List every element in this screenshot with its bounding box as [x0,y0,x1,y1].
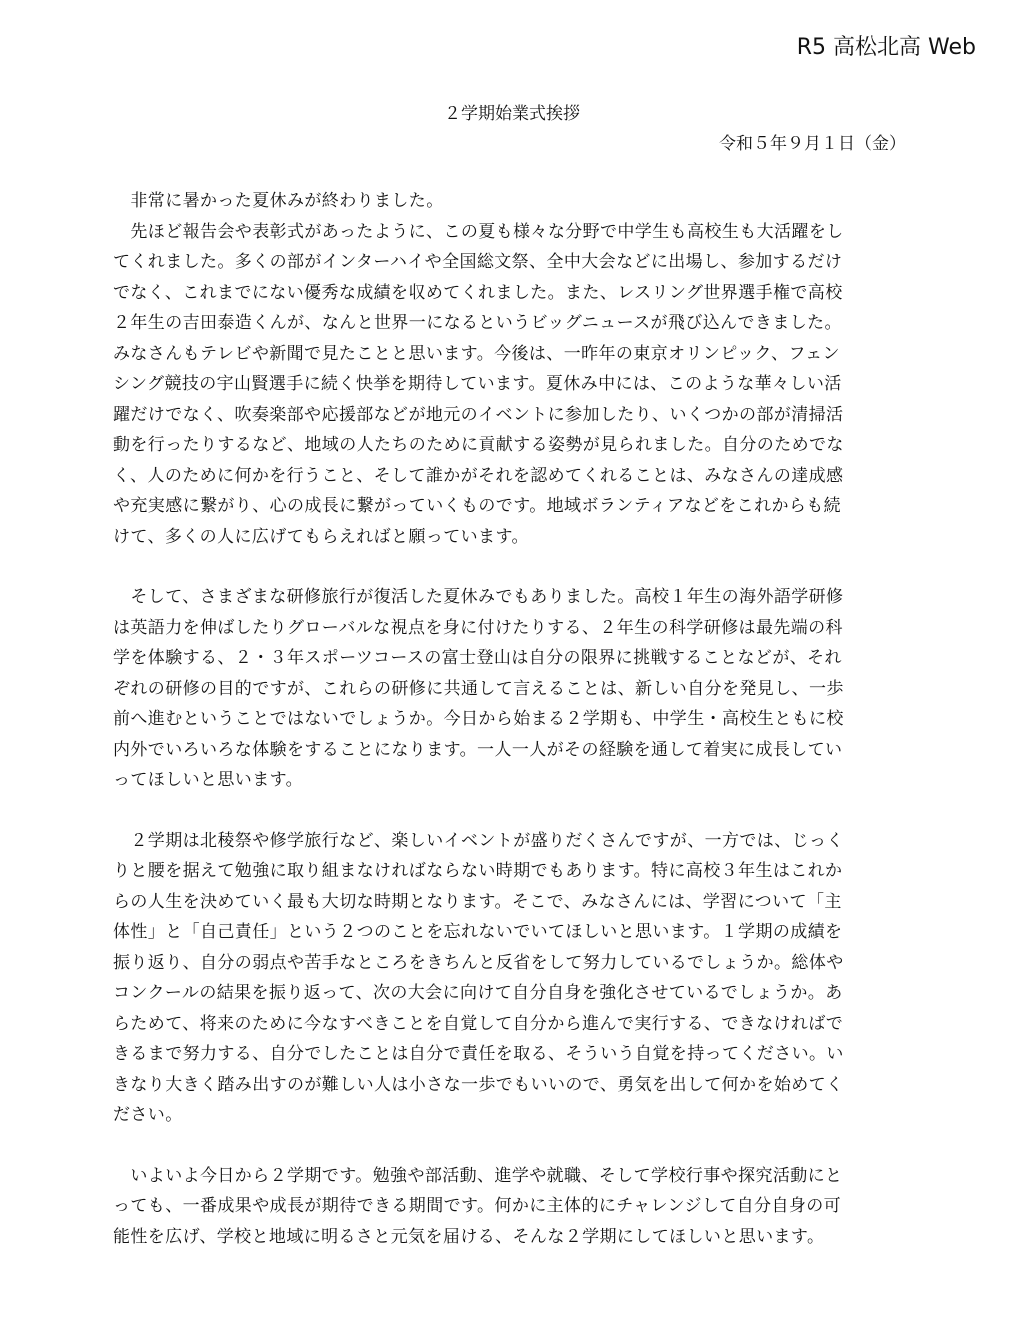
document-date: 令和５年９月１日（金） [719,134,906,154]
paragraph-line: そして、さまざまな研修旅行が復活した夏休みでもありました。高校１年生の海外語学研修 [113,587,844,607]
header-tag: R5 高松北高 Web [796,35,976,60]
paragraph-line: 先ほど報告会や表彰式があったように、この夏も様々な分野で中学生も高校生も大活躍をし [113,221,844,242]
paragraph-line: く、人のために何かを行うこと、そして誰かがそれを認めてくれることは、みなさんの達成感 [113,465,844,486]
paragraph-gap [113,1131,913,1161]
paragraph-line: コンクールの結果を振り返って、次の大会に向けて自分自身を強化させているでしょうか。あ [113,983,843,1003]
document-title: ２学期始業式挨拶 [444,104,580,124]
paragraph-line: ってほしいと思います。 [113,770,304,790]
paragraph-line: ２年生の吉田泰造くんが、なんと世界一になるというビッグニュースが飛び込んできました。 [113,313,842,333]
paragraph-line: みなさんもテレビや新聞で見たことと思います。今後は、一昨年の東京オリンピック、フェン [113,343,840,364]
paragraph-line: 非常に暑かった夏休みが終わりました。 [113,191,444,211]
paragraph-line: っても、一番成果や成長が期待できる期間です。何かに主体的にチャレンジして自分自身の可 [113,1196,842,1216]
paragraph-line: らの人生を決めていく最も大切な時期となります。そこで、みなさんには、学習について「主 [113,891,842,912]
paragraph-line: きなり大きく踏み出すのが難しい人は小さな一歩でもいいので、勇気を出して何かを始めてく [113,1074,844,1095]
paragraph-line: 躍だけでなく、吹奏楽部や応援部などが地元のイベントに参加したり、いくつかの部が清掃活 [113,404,844,425]
paragraph-gap [113,552,913,582]
paragraph-line: てくれました。多くの部がインターハイや全国総文祭、全中大会などに出場し、参加するだけ [113,252,843,272]
paragraph-gap [113,796,913,826]
paragraph-line: ぞれの研修の目的ですが、これらの研修に共通して言えることは、新しい自分を発見し、一歩 [113,678,844,699]
paragraph-line: 学を体験する、２・３年スポーツコースの富士登山は自分の限界に挑戦することなどが、それ [113,648,842,668]
paragraph-line: きるまで努力する、自分でしたことは自分で責任を取る、そういう自覚を持ってください。い [113,1044,844,1064]
paragraph-line: 内外でいろいろな体験をすることになります。一人一人がその経験を通して着実に成長してい [113,739,843,760]
paragraph-line: は英語力を伸ばしたりグローバルな視点を身に付けたりする、２年生の科学研修は最先端の科 [113,617,843,638]
paragraph-line: けて、多くの人に広げてもらえればと願っています。 [113,526,529,547]
paragraph-line: らためて、将来のために今なすべきことを自覚して自分から進んで実行する、できなければで [113,1013,844,1034]
paragraph-line: いよいよ今日から２学期です。勉強や部活動、進学や就職、そして学校行事や探究活動にと [113,1165,843,1186]
paragraph-line: 前へ進むということではないでしょうか。今日から始まる２学期も、中学生・高校生ともに校 [113,709,844,729]
paragraph-line: 振り返り、自分の弱点や苦手なところをきちんと反省をして努力しているでしょうか。総体や [113,952,844,973]
paragraph-line: ださい。 [113,1105,183,1125]
paragraph-line: 能性を広げ、学校と地域に明るさと元気を届ける、そんな２学期にしてほしいと思います。 [113,1226,825,1247]
paragraph-line: シング競技の宇山賢選手に続く快挙を期待しています。夏休み中には、このような華々しい活 [113,374,842,394]
paragraph-line: 体性」と「自己責任」という２つのことを忘れないでいてほしいと思います。１学期の成績を [113,922,843,942]
paragraph-line: でなく、これまでにない優秀な成績を収めてくれました。また、レスリング世界選手権で高校 [113,282,843,303]
paragraph-line: りと腰を据えて勉強に取り組まなければならない時期でもあります。特に高校３年生はこれか [113,861,843,881]
document-body [113,186,913,1252]
paragraph-line: や充実感に繋がり、心の成長に繋がっていくものです。地域ボランティアなどをこれからも続 [113,496,842,516]
paragraph-line: ２学期は北稜祭や修学旅行など、楽しいイベントが盛りだくさんですが、一方では、じっく [113,830,844,851]
paragraph-line: 動を行ったりするなど、地域の人たちのために貢献する姿勢が見られました。自分のためでな [113,435,844,455]
